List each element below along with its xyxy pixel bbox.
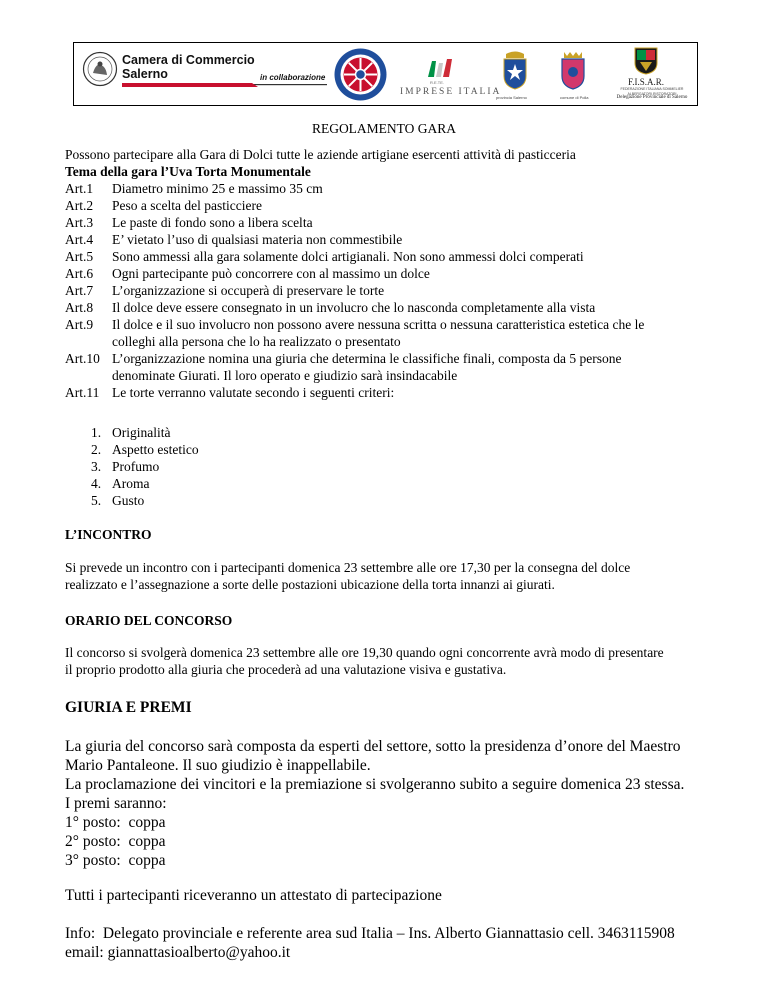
article-number: Art.9: [65, 317, 94, 332]
article-number: Art.3: [65, 215, 94, 230]
article-number: Art.6: [65, 266, 94, 281]
incontro-heading: L’INCONTRO: [65, 527, 152, 542]
provincia-label: provincia Salerno: [496, 95, 527, 100]
certificate-text: Tutti i partecipanti riceveranno un attestato di partecipazione: [65, 887, 442, 904]
intro-text: Possono partecipare alla Gara di Dolci tutte le aziende artigiane esercenti attività di pasticceria: [65, 147, 576, 162]
incontro-text: Si prevede un incontro con i partecipanti domenica 23 settembre alle ore 17,30 per la consegna del dolce: [65, 560, 631, 575]
article-number: Art.4: [65, 232, 94, 247]
orario-heading: ORARIO DEL CONCORSO: [65, 613, 233, 628]
fisar-subtitle: FEDERAZIONE ITALIANA SOMMELIER ALBERGATORI RISTORATORI: [620, 87, 684, 96]
article-text: Il dolce deve essere consegnato in un involucro che lo nasconda completamente alla vista: [112, 300, 596, 315]
document-title: REGOLAMENTO GARA: [311, 121, 457, 136]
incontro-text: realizzato e l’assegnazione a sorte delle postazioni ubicazione della torta innanzi ai giurati.: [65, 577, 555, 592]
article-text: E’ vietato l’uso di qualsiasi materia non commestibile: [112, 232, 403, 247]
article-number: Art.7: [65, 283, 94, 298]
prize-third: 3° posto: coppa: [65, 852, 166, 869]
giuria-heading: GIURIA E PREMI: [65, 699, 192, 716]
chamber-name: [122, 53, 282, 81]
article-text-continued: colleghi alla persona che lo ha realizzato o presentato: [112, 334, 401, 349]
article-number: Art.11: [65, 385, 100, 400]
criteria-item: Profumo: [112, 459, 160, 474]
theme-text: Tema della gara l’Uva Torta Monumentale: [65, 164, 311, 179]
collaboration-label: in collaborazione: [260, 73, 326, 82]
chamber-name-line2: Salerno: [122, 67, 168, 81]
fisar-name: F.I.S.A.R.: [628, 77, 665, 87]
criteria-item: Gusto: [112, 493, 145, 508]
orario-text: Il concorso si svolgerà domenica 23 settembre alle ore 19,30 quando ogni concorrente avrà modo di presentare: [65, 645, 664, 660]
fisar-crest-icon: [634, 47, 658, 75]
article-number: Art.1: [65, 181, 94, 196]
article-text: L’organizzazione si occuperà di preservare le torte: [112, 283, 385, 298]
article-number: Art.2: [65, 198, 94, 213]
article-text: Le paste di fondo sono a libera scelta: [112, 215, 313, 230]
criteria-number: 1.: [91, 425, 102, 440]
header-banner: [73, 42, 698, 106]
article-text: Il dolce e il suo involucro non possono avere nessuna scritta o nessuna caratteristica estetica che le: [112, 317, 645, 332]
giuria-text: Mario Pantaleone. Il suo giudizio è inappellabile.: [65, 757, 371, 774]
criteria-item: Aspetto estetico: [112, 442, 199, 457]
prize-first: 1° posto: coppa: [65, 814, 166, 831]
criteria-number: 2.: [91, 442, 102, 457]
criteria-number: 5.: [91, 493, 102, 508]
chamber-name-line1: Camera di Commercio: [122, 53, 255, 67]
rete-small-label: R.E.TE.: [430, 80, 445, 85]
fisar-delegation: Delegazione Provinciale di Salerno: [616, 95, 688, 100]
info-email[interactable]: email: giannattasioalberto@yahoo.it: [65, 944, 291, 961]
rete-imprese-flag-icon: [426, 57, 454, 79]
prize-second: 2° posto: coppa: [65, 833, 166, 850]
comune-crest-icon: [558, 50, 588, 90]
article-text: L’organizzazione nomina una giuria che determina le classifiche finali, composta da 5 persone: [112, 351, 622, 366]
article-text: Diametro minimo 25 e massimo 35 cm: [112, 181, 323, 196]
criteria-number: 3.: [91, 459, 102, 474]
comune-label: comune di Polla: [560, 95, 589, 100]
orario-text: il proprio prodotto alla giuria che procederà ad una valutazione visiva e gustativa.: [65, 662, 507, 677]
article-text: Ogni partecipante può concorrere con al massimo un dolce: [112, 266, 430, 281]
criteria-number: 4.: [91, 476, 102, 491]
article-text: Peso a scelta del pasticciere: [112, 198, 262, 213]
article-text: Le torte verranno valutate secondo i seguenti criteri:: [112, 385, 395, 400]
article-number: Art.8: [65, 300, 94, 315]
article-text-continued: denominate Giurati. Il loro operato e giudizio sarà insindacabile: [112, 368, 458, 383]
info-contact: Info: Delegato provinciale e referente area sud Italia – Ins. Alberto Giannattasio cell. 3463115908: [65, 925, 675, 942]
giuria-text: La giuria del concorso sarà composta da esperti del settore, sotto la presidenza d’onore del Maestro: [65, 738, 681, 755]
giuria-text: La proclamazione dei vincitori e la premiazione si svolgeranno subito a seguire domenica 23 stessa.: [65, 776, 685, 793]
article-number: Art.5: [65, 249, 94, 264]
cart-wheel-logo-icon: [333, 47, 388, 102]
rete-imprese-label: IMPRESE ITALIA: [400, 87, 502, 97]
article-text: Sono ammessi alla gara solamente dolci artigianali. Non sono ammessi dolci comperati: [112, 249, 584, 264]
chamber-bar-graphic: [122, 81, 327, 89]
criteria-item: Originalità: [112, 425, 171, 440]
article-number: Art.10: [65, 351, 100, 366]
chamber-seal-icon: [82, 51, 118, 87]
criteria-item: Aroma: [112, 476, 150, 491]
provincia-crest-icon: [500, 50, 530, 90]
prizes-intro: I premi saranno:: [65, 795, 167, 812]
